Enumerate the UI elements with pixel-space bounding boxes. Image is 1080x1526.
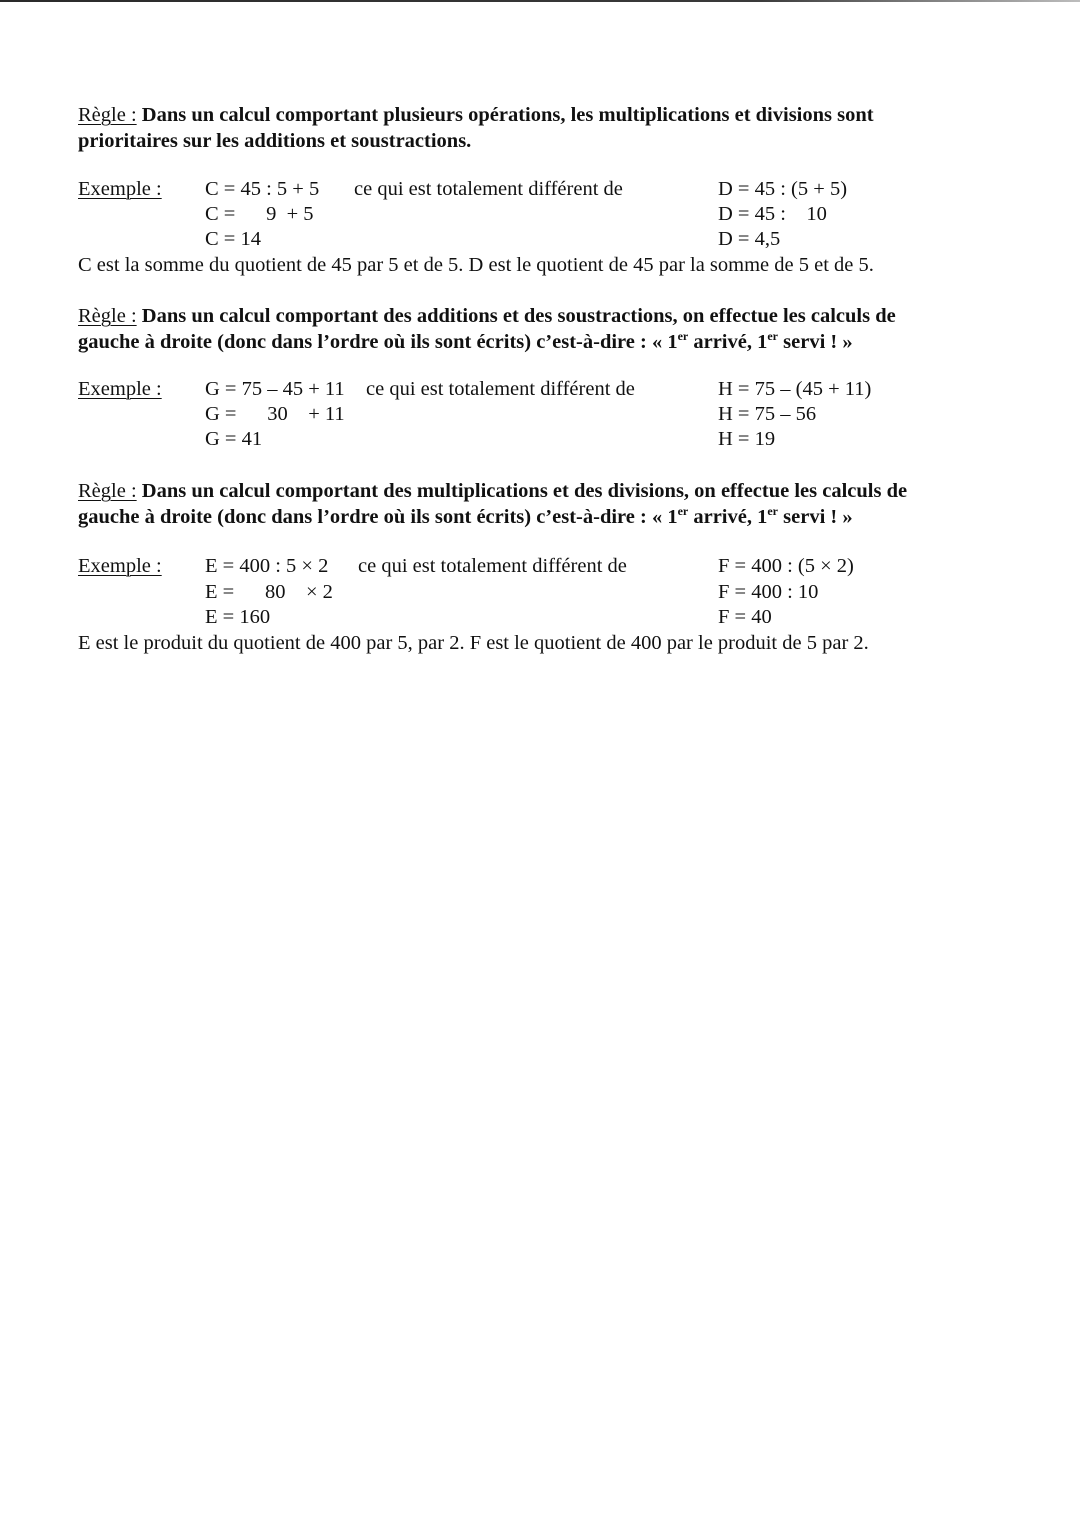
example1-right-line1: D = 45 : (5 + 5) — [718, 178, 848, 200]
rule2-text-line2-a: gauche à droite (donc dans l’ordre où ils sont écrits) c’est-à-dire : « 1 — [78, 331, 678, 353]
example2-middle-text: ce qui est totalement différent de — [366, 378, 635, 400]
example2-label: Exemple : — [78, 378, 162, 400]
example1-middle-text: ce qui est totalement différent de — [354, 178, 623, 200]
example3-middle-text: ce qui est totalement différent de — [358, 555, 627, 577]
rule3-text-line2-a: gauche à droite (donc dans l’ordre où ils sont écrits) c’est-à-dire : « 1 — [78, 506, 678, 528]
rule2-line2 — [78, 329, 853, 355]
example3-label: Exemple : — [78, 555, 162, 577]
rule3-line2 — [78, 504, 853, 530]
rule2-sup1: er — [677, 329, 689, 344]
rule2-text-line2-b: arrivé, 1 — [688, 331, 768, 353]
rule3-line1 — [78, 478, 907, 504]
rule1-label: Règle : — [78, 104, 137, 126]
rule1-text-line2: prioritaires sur les additions et soustractions. — [78, 130, 472, 152]
example1-left-line2: C = 9 + 5 — [205, 203, 314, 225]
example3-right-line3: F = 40 — [718, 606, 772, 628]
example1-left-line1: C = 45 : 5 + 5 — [205, 178, 320, 200]
rule3-sup1: er — [677, 504, 689, 519]
example2-left-line1: G = 75 – 45 + 11 — [205, 378, 345, 400]
rule2-text-line2-c: servi ! » — [778, 331, 853, 353]
example2-right-line2: H = 75 – 56 — [718, 403, 817, 425]
rule3-text-line1: Dans un calcul comportant des multiplications et des divisions, on effectue les calculs de — [141, 480, 908, 502]
example3-left-line3: E = 160 — [205, 606, 271, 628]
example3-left-line2: E = 80 × 2 — [205, 581, 333, 603]
example3-conclusion: E est le produit du quotient de 400 par 5, par 2. F est le quotient de 400 par le produit de 5 par 2. — [78, 632, 869, 654]
rule3-text-line2-b: arrivé, 1 — [688, 506, 768, 528]
example1-right-line3: D = 4,5 — [718, 228, 781, 250]
rule2-sup2: er — [767, 329, 779, 344]
example1-right-line2: D = 45 : 10 — [718, 203, 827, 225]
scan-top-edge — [0, 0, 1080, 2]
rule2-text-line1: Dans un calcul comportant des additions et des soustractions, on effectue les calculs de — [141, 305, 896, 327]
example3-left-line1: E = 400 : 5 × 2 — [205, 555, 329, 577]
example1-conclusion: C est la somme du quotient de 45 par 5 et de 5. D est le quotient de 45 par la somme de 5 et de 5. — [78, 254, 874, 276]
example1-left-line3: C = 14 — [205, 228, 261, 250]
rule1-line1 — [78, 102, 874, 128]
rule2-label: Règle : — [78, 305, 137, 327]
rule1-text-line1: Dans un calcul comportant plusieurs opérations, les multiplications et divisions sont — [141, 104, 874, 126]
example2-right-line3: H = 19 — [718, 428, 776, 450]
example2-left-line3: G = 41 — [205, 428, 263, 450]
rule3-text-line2-c: servi ! » — [778, 506, 853, 528]
rule2-line1 — [78, 303, 896, 329]
example3-right-line1: F = 400 : (5 × 2) — [718, 555, 854, 577]
example2-left-line2: G = 30 + 11 — [205, 403, 345, 425]
rule3-sup2: er — [767, 504, 779, 519]
example2-right-line1: H = 75 – (45 + 11) — [718, 378, 872, 400]
example3-right-line2: F = 400 : 10 — [718, 581, 819, 603]
rule3-label: Règle : — [78, 480, 137, 502]
example1-label: Exemple : — [78, 178, 162, 200]
